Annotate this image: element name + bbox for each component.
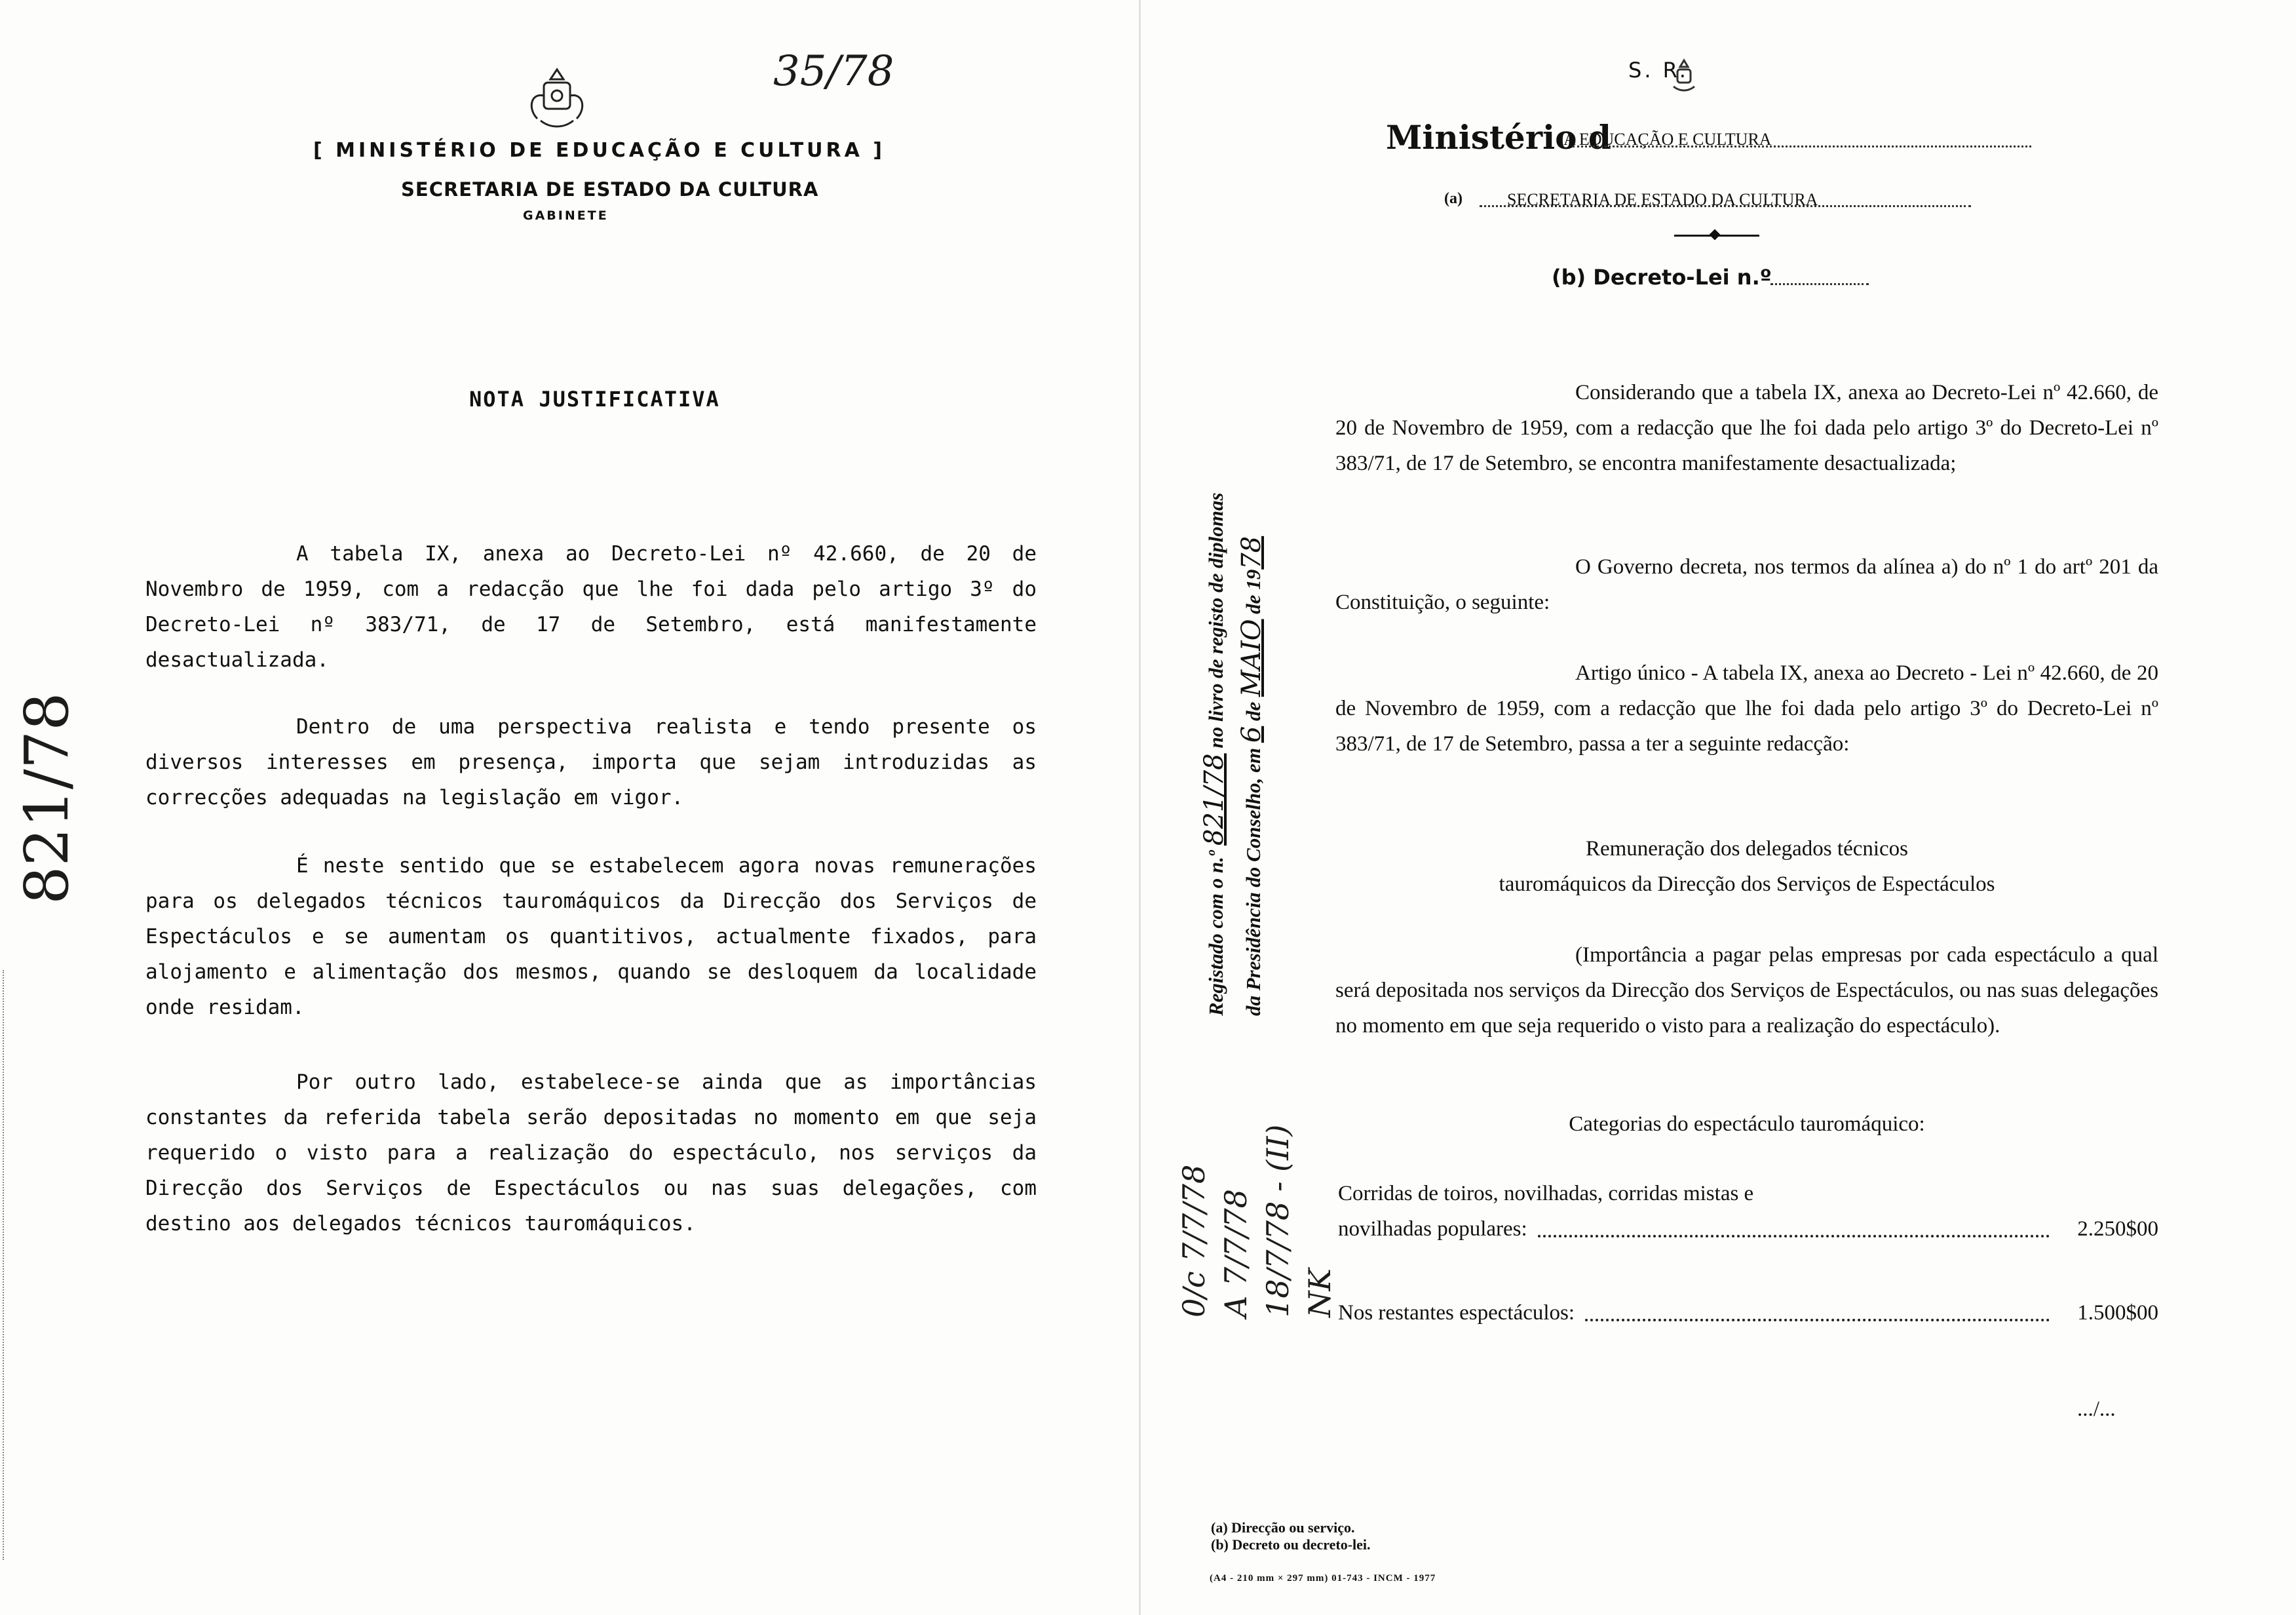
left-page xyxy=(0,0,1140,1615)
fee-amount: 2.250$00 xyxy=(2077,1217,2158,1241)
right-paragraph-2: O Governo decreta, nos termos da alínea a) do nº 1 do artº 201 da Constituição, o seguinte: xyxy=(1335,555,2158,614)
registry-stamp xyxy=(1196,426,1271,1016)
note-title: NOTA JUSTIFICATIVA xyxy=(469,387,720,412)
categories-heading: Categorias do espectáculo tauromáquico: xyxy=(1569,1112,1925,1136)
annotation: NK xyxy=(1302,1268,1337,1317)
fee-amount: 1.500$00 xyxy=(2077,1301,2158,1325)
divider-ornament xyxy=(1710,229,1721,241)
footnote-a: (a) Direcção ou serviço. xyxy=(1211,1519,1355,1536)
registry-line-2: da Presidência do Conselho, em 6 de MAIO de 1978 xyxy=(1236,535,1267,1016)
continuation-mark: .../... xyxy=(2077,1397,2116,1421)
table-note: (Importância a pagar pelas empresas por cada espectáculo a qual será depositada nos serviços da Direcção dos Serviços de Espectáculos, ou nas suas delegações no momento em que seja requerido o visto para a realização do espectáculo). xyxy=(1335,943,2158,1038)
fee-row-1-line-1 xyxy=(1338,1176,2158,1211)
registry-month: MAIO xyxy=(1236,619,1267,697)
annotation: 0/c 7/7/78 xyxy=(1176,1164,1212,1317)
margin-handwritten-number: 821/78 xyxy=(12,692,82,905)
paragraph-4: Por outro lado, estabelece-se ainda que as importâncias constantes da referida tabela serão depositadas no momento em que seja requerido o visto para a realização do espectáculo, nos serviços da Direcção dos Serviços de Espectáculos ou nas suas delegações, com destino aos delegados técnicos tauromáquicos. xyxy=(145,1070,1037,1236)
paragraph-1: A tabela IX, anexa ao Decreto-Lei nº 42.660, de 20 de Novembro de 1959, com a redacção que lhe foi dada pelo artigo 3º do Decreto-Lei nº 383/71, de 17 de Setembro, está manifestamente desactualizada. xyxy=(145,542,1037,672)
registry-day: 6 xyxy=(1236,726,1267,743)
fee-row-2 xyxy=(1338,1295,2158,1331)
ministry-dotted-line xyxy=(1573,146,2031,147)
dot-leader xyxy=(1538,1211,2050,1237)
crest-icon xyxy=(1664,55,1704,94)
cabinet-label: GABINETE xyxy=(523,208,609,223)
page-fold xyxy=(1139,0,1141,1615)
coat-of-arms-icon xyxy=(518,63,596,135)
page-initials: S. R. xyxy=(1628,58,1689,83)
handwritten-reference: 35/78 xyxy=(773,47,894,96)
decree-label: (b) Decreto-Lei n.º xyxy=(1552,265,1772,290)
paragraph-3: É neste sentido que se estabelecem agora novas remunerações para os delegados técnicos tauromáquicos da Direcção dos Serviços de Espectáculos e se aumentam os quantitivos, actualmente fixados, para alojamento e alimentação dos mesmos, quando se desloquem da localidade onde residam. xyxy=(145,854,1037,1019)
annotation: A 7/7/78 xyxy=(1218,1189,1253,1317)
ministry-header: [ MINISTÉRIO DE EDUCAÇÃO E CULTURA ] xyxy=(313,139,885,162)
registry-number: 821/78 xyxy=(1199,753,1229,846)
secretariat-label: (a) xyxy=(1444,190,1463,207)
print-reference: (A4 - 210 mm × 297 mm) 01-743 - INCM - 1977 xyxy=(1210,1573,1436,1584)
handwritten-annotations xyxy=(1173,1125,1341,1317)
ministry-title: Ministério d xyxy=(1386,118,1611,157)
paragraph-2: Dentro de uma perspectiva realista e tendo presente os diversos interesses em presença, importa que sejam introduzidas as correcções adequadas na legislação em vigor. xyxy=(145,715,1037,809)
table-heading-line-1: Remuneração dos delegados técnicos xyxy=(1585,837,1909,861)
fee-label: Corridas de toiros, novilhadas, corridas mistas e xyxy=(1338,1182,1754,1205)
decree-number-dotted-line xyxy=(1770,283,1869,285)
footnote-b: (b) Decreto ou decreto-lei. xyxy=(1211,1536,1371,1553)
right-paragraph-1: Considerando que a tabela IX, anexa ao Decreto-Lei nº 42.660, de 20 de Novembro de 1959, com a redacção que lhe foi dada pelo artigo 3º do Decreto-Lei nº 383/71, de 17 de Setembro, se encontra manifestamente desactualizada; xyxy=(1335,381,2158,475)
fee-row-1 xyxy=(1338,1211,2158,1247)
right-paragraph-3: Artigo único - A tabela IX, anexa ao Decreto - Lei nº 42.660, de 20 de Novembro de 1959, com a redacção que lhe foi dada pelo artigo 3º do Decreto-Lei nº 383/71, de 17 de Setembro, passa a ter a seguinte redacção: xyxy=(1335,661,2158,756)
annotation: 18/7/78 - (II) xyxy=(1260,1124,1295,1317)
secretariat-dotted-line xyxy=(1480,205,1971,207)
secretariat-name-right: SECRETARIA DE ESTADO DA CULTURA xyxy=(1507,190,1818,209)
table-heading-line-2: tauromáquicos da Direcção dos Serviços de Espectáculos xyxy=(1499,872,1995,896)
ministry-name: A EDUCAÇÃO E CULTURA xyxy=(1563,130,1772,149)
fee-label: Nos restantes espectáculos: xyxy=(1338,1301,1575,1325)
dot-leader xyxy=(1585,1295,2050,1321)
secretariat-name: SECRETARIA DE ESTADO DA CULTURA xyxy=(401,178,819,201)
registry-line-1: Registado com o n.º 821/78 no livro de registo de diplomas xyxy=(1199,492,1229,1016)
registry-year: 78 xyxy=(1236,535,1267,570)
edge-marks xyxy=(3,970,10,1560)
fee-label: novilhadas populares: xyxy=(1338,1217,1527,1241)
